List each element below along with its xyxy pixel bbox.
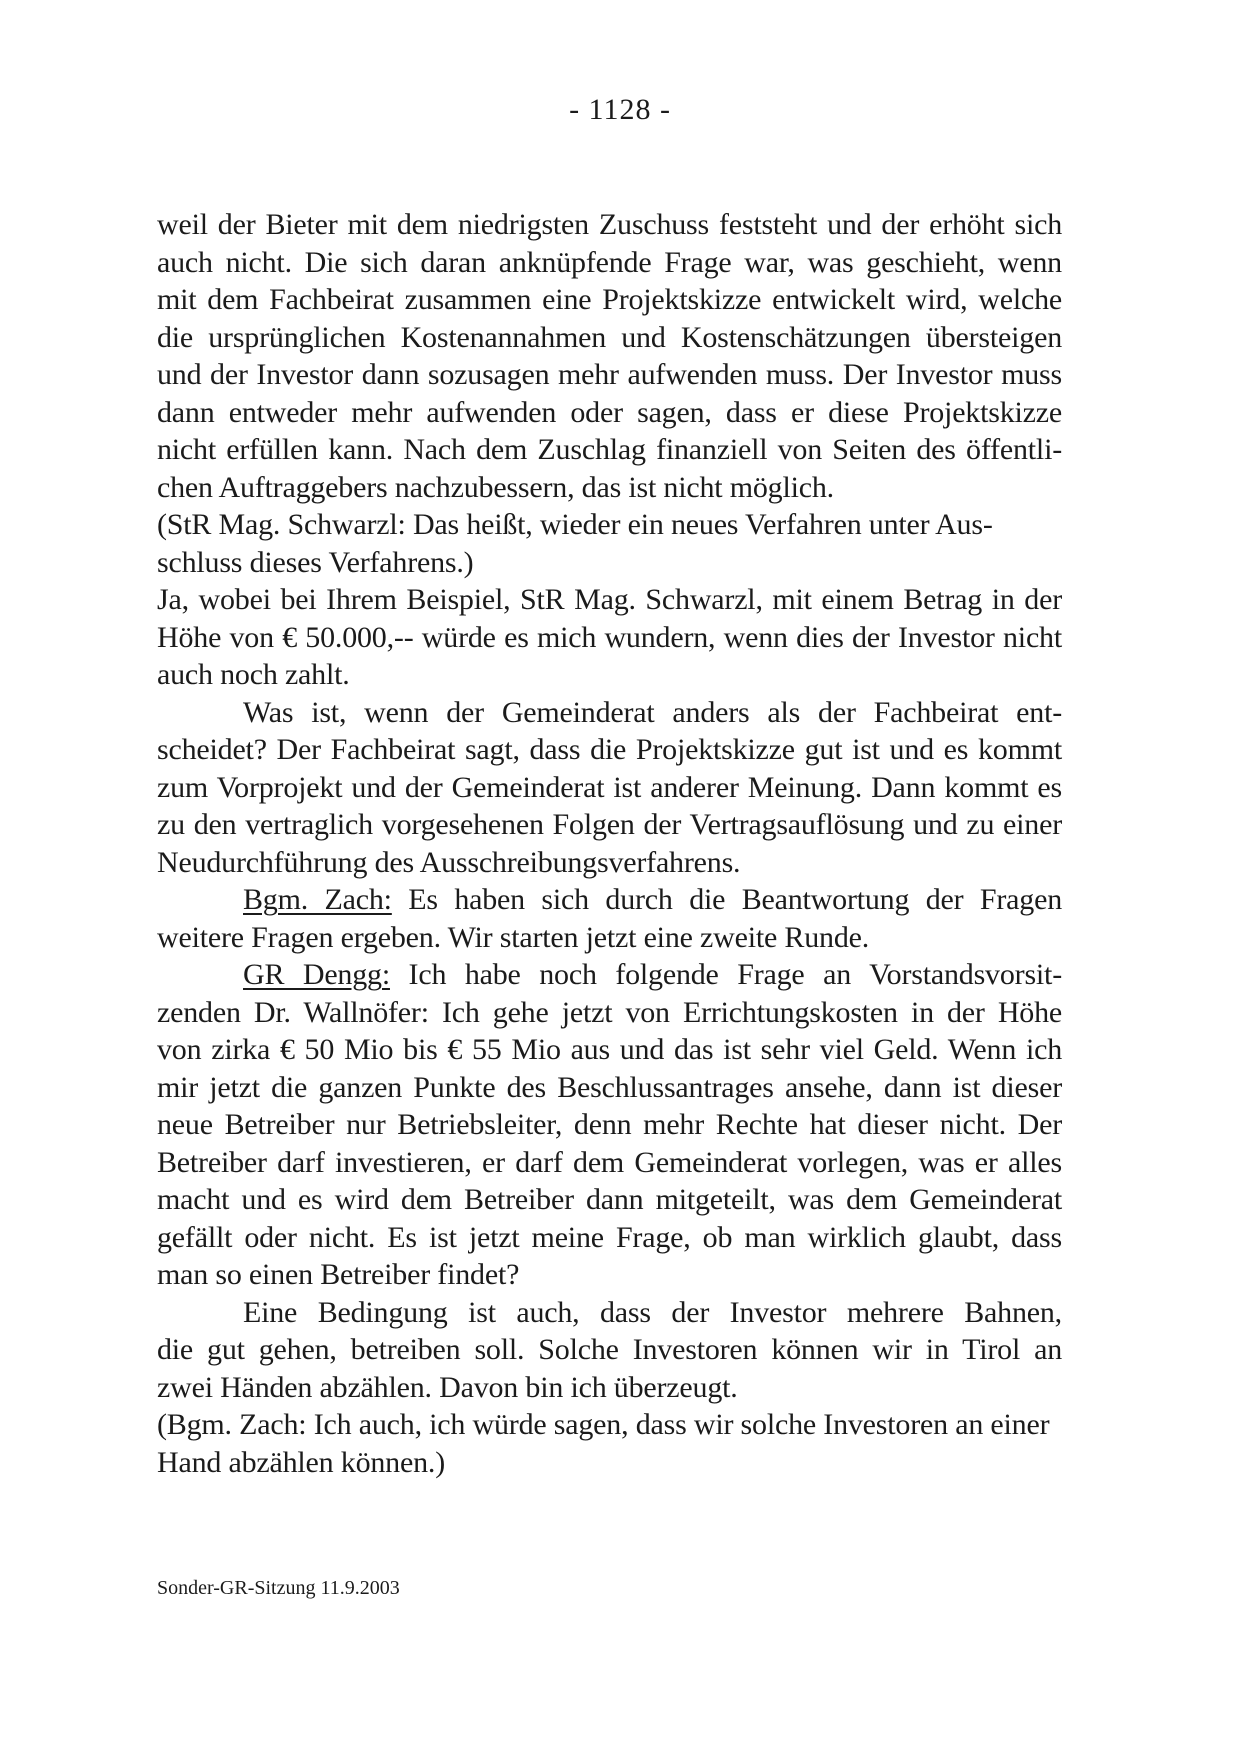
text-segment: Es haben sich durch die Beantwortung der Fragen [391,883,1063,916]
text-line [157,319,1062,357]
text-segment: nicht erfüllen kann. Nach dem Zuschlag finanziell von Seiten des öffentli- [157,433,1062,466]
text-segment: weil der Bieter mit dem niedrigsten Zuschuss feststeht und der erhöht sich [157,208,1062,241]
text-segment: auch noch zahlt. [157,658,350,691]
footer-note: Sonder-GR-Sitzung 11.9.2003 [157,1577,400,1599]
text-line [157,844,1062,882]
text-segment: dann entweder mehr aufwenden oder sagen, dass er diese Projektskizze [157,395,1062,429]
speaker-name: GR Dengg: [243,958,390,991]
speaker-name: Bgm. Zach: [243,883,392,916]
text-segment: Neudurchführung des Ausschreibungsverfahrens. [157,845,741,879]
text-line [157,1181,1062,1219]
text-line [157,356,1062,394]
text-segment: zum Vorprojekt und der Gemeinderat ist anderer Meinung. Dann kommt es [157,770,1062,804]
text-line [157,656,1062,694]
text-line [157,956,1062,994]
text-segment: chen Auftraggebers nachzubessern, das ist nicht möglich. [157,470,834,504]
body-text [157,206,1062,1481]
text-line [157,431,1062,469]
text-line [157,1256,1062,1294]
text-segment: Höhe von € 50.000,-- würde es mich wundern, wenn dies der Investor nicht [157,620,1062,654]
text-line [157,769,1062,807]
text-segment: zwei Händen abzählen. Davon bin ich überzeugt. [157,1370,738,1404]
text-line [157,881,1062,919]
text-line [157,731,1062,769]
text-segment: zu den vertraglich vorgesehenen Folgen der Vertragsauflösung und zu einer [157,808,1062,841]
text-segment: mir jetzt die ganzen Punkte des Beschlussantrages ansehe, dann ist dieser [157,1070,1062,1104]
text-line [157,1069,1062,1107]
text-segment: (Bgm. Zach: Ich auch, ich würde sagen, dass wir solche Investoren an einer [157,1408,1050,1441]
text-line [157,1444,1062,1482]
text-segment: weitere Fragen ergeben. Wir starten jetzt eine zweite Runde. [157,920,870,954]
text-segment: die gut gehen, betreiben soll. Solche Investoren können wir in Tirol an [157,1333,1062,1366]
text-line [157,1369,1062,1407]
text-segment: auch nicht. Die sich daran anknüpfende Frage war, was geschieht, wenn [157,245,1062,279]
text-segment: macht und es wird dem Betreiber dann mitgeteilt, was dem Gemeinderat [157,1183,1062,1216]
text-line [157,244,1062,282]
text-segment: Hand abzählen können.) [157,1445,445,1479]
text-line [157,919,1062,957]
text-line [157,1294,1062,1332]
text-segment: Ich habe noch folgende Frage an Vorstandsvorsit- [389,958,1062,991]
text-segment: (StR Mag. Schwarzl: Das heißt, wieder ein neues Verfahren unter Aus- [157,508,993,541]
text-segment: neue Betreiber nur Betriebsleiter, denn mehr Rechte hat dieser nicht. Der [157,1108,1062,1141]
text-line [157,1144,1062,1182]
page-number: - 1128 - [569,93,671,126]
text-segment: Betreiber darf investieren, er darf dem Gemeinderat vorlegen, was er alles [157,1145,1062,1179]
text-line [157,1106,1062,1144]
text-line [157,806,1062,844]
text-line [157,1331,1062,1369]
text-segment: und der Investor dann sozusagen mehr aufwenden muss. Der Investor muss [157,358,1062,391]
text-line [157,619,1062,657]
text-line [157,1031,1062,1069]
text-segment: Ja, wobei bei Ihrem Beispiel, StR Mag. Schwarzl, mit einem Betrag in der [157,583,1062,616]
text-line [157,394,1062,432]
text-line [157,281,1062,319]
text-segment: schluss dieses Verfahrens.) [157,545,474,579]
text-segment: Eine Bedingung ist auch, dass der Investor mehrere Bahnen, [243,1295,1062,1329]
text-segment: man so einen Betreiber findet? [157,1258,520,1291]
text-segment: von zirka € 50 Mio bis € 55 Mio aus und das ist sehr viel Geld. Wenn ich [157,1033,1062,1066]
text-segment: zenden Dr. Wallnöfer: Ich gehe jetzt von Errichtungskosten in der Höhe [157,995,1062,1029]
text-line [157,581,1062,619]
text-segment: gefällt oder nicht. Es ist jetzt meine Frage, ob man wirklich glaubt, dass [157,1220,1062,1254]
text-line [157,994,1062,1032]
text-segment: scheidet? Der Fachbeirat sagt, dass die Projektskizze gut ist und es kommt [157,733,1062,766]
text-segment: mit dem Fachbeirat zusammen eine Projektskizze entwickelt wird, welche [157,283,1062,316]
text-line [157,206,1062,244]
text-line [157,1219,1062,1257]
text-line [157,469,1062,507]
text-line [157,506,1062,544]
text-segment: die ursprünglichen Kostenannahmen und Kostenschätzungen übersteigen [157,320,1062,354]
text-line [157,1406,1062,1444]
text-line [157,694,1062,732]
text-segment: Was ist, wenn der Gemeinderat anders als der Fachbeirat ent- [243,695,1062,729]
text-line [157,544,1062,582]
